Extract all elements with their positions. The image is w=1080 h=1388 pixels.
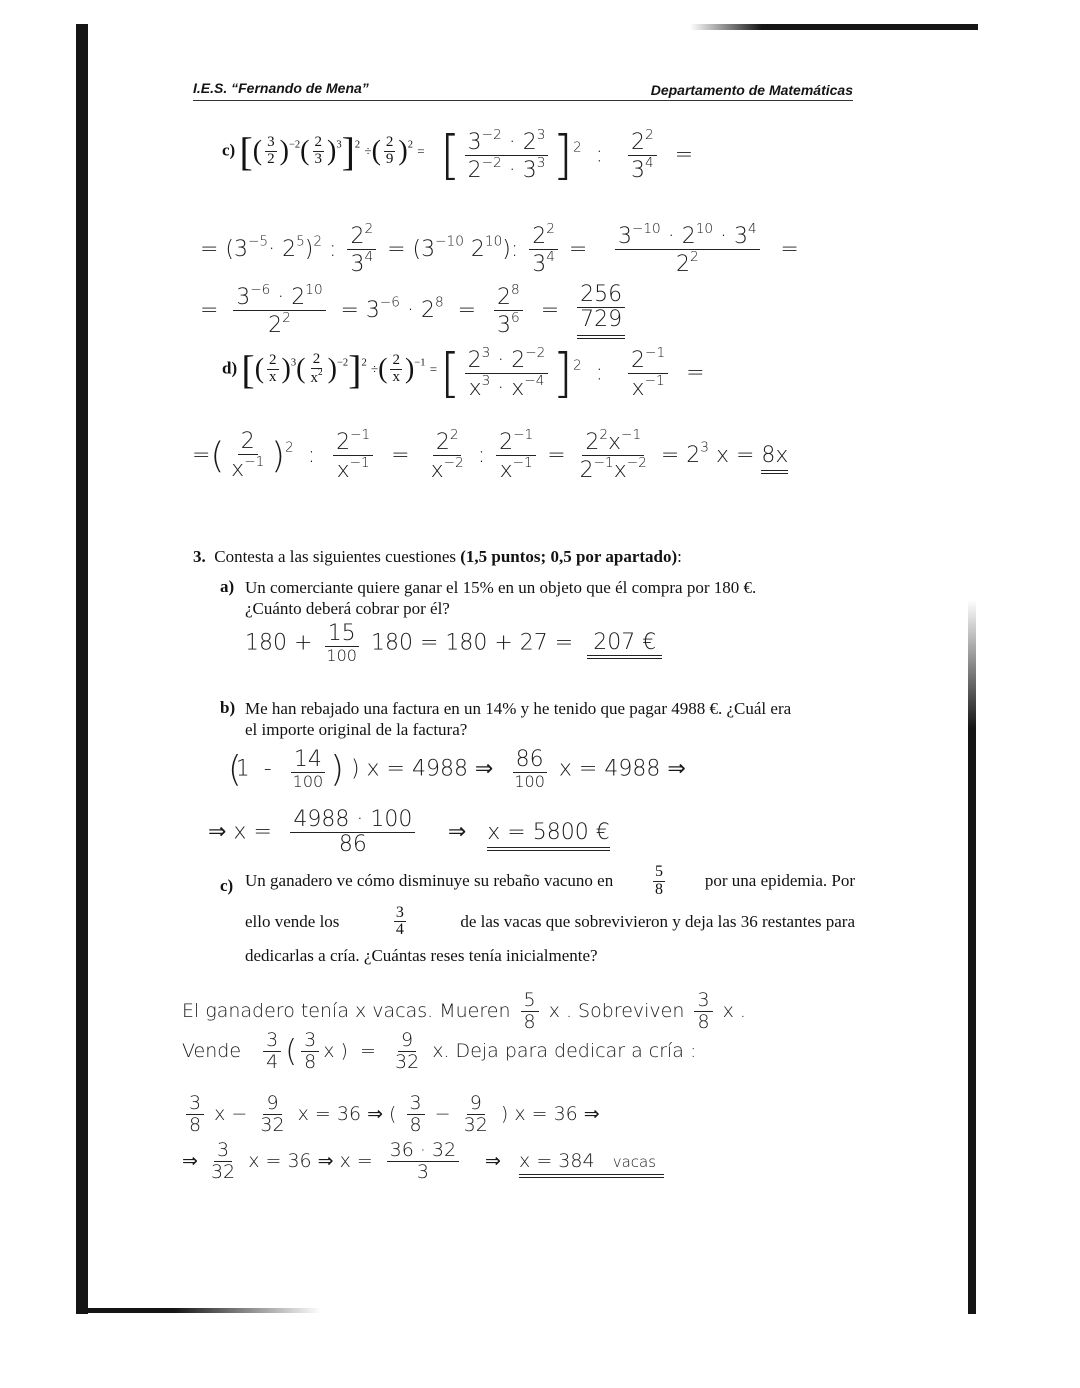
department-name: Departamento de Matemáticas xyxy=(650,82,853,98)
exercise-2c-step-3: = $\frac{3^{-6} \cdot 2^{10}}{2^2}$ = $3^{-6} \cdot 2^8$ = $\frac{2^8}{3^6}$ = $\frac{256}{729}$ xyxy=(200,283,629,339)
result-2d: 8x xyxy=(761,443,788,474)
scan-border-left xyxy=(76,24,88,1314)
result-3a: 207 € xyxy=(587,630,662,659)
exercise-2c-statement: c) [( $\frac{3}{2}$ )$^{-2}$( $\frac{2}{3}$ )$^3$]$^2$ ÷( $\frac{2}{9}$ )$^2$ = xyxy=(222,129,425,174)
exercise-2c-step-1: [ $\frac{3^{-2} \cdot 2^3}{2^{-2} \cdot 3^3}$ ]$^2$ : $\frac{2^2}{3^4}$ = xyxy=(440,125,694,186)
item-label: d) xyxy=(222,358,238,378)
solution-3b-line-2: ⇒ x = $\frac{4988 \cdot 100}{86}$ ⇒ x = 5800 € xyxy=(208,807,610,858)
solution-3a: 180 + $\frac{15}{100}$ 180 = 180 + 27 = 207 € xyxy=(245,622,662,665)
item-label: c) xyxy=(222,140,236,160)
item-label-3a: a) xyxy=(220,577,235,596)
scan-border-right xyxy=(968,600,976,1314)
question-3b: Me han rebajado una factura en un 14% y he tenido que pagar 4988 €. ¿Cuál era el importe original de la factura? xyxy=(245,699,792,739)
exercise-2d-statement: d) [( $\frac{2}{x}$ )$^3$( $\frac{2}{x^2}$ )$^{-2}$]$^2$ ÷( $\frac{2}{x}$ )$^{-1}$ = xyxy=(222,347,438,392)
question-3c: Un ganadero ve cómo disminuye su rebaño vacuno en 5 8 por una epidemia. Por ello vende los 3 4 de las vacas que sobrevivieron y deja las 36 restantes para dedicarlas a cría. ¿Cuántas reses tenía inicialmente? xyxy=(245,863,855,966)
solution-3c-line-3: $\frac{3}{8}$ x − $\frac{9}{32}$ x = 36 ⇒ ( $\frac{3}{8}$ − $\frac{9}{32}$ ) x = 36 ⇒ xyxy=(182,1093,600,1136)
school-name: I.E.S. “Fernando de Mena” xyxy=(193,80,369,96)
page-header xyxy=(193,78,853,101)
scan-border-bottom xyxy=(76,1308,321,1313)
scan-border-top xyxy=(690,24,978,30)
item-label-3b: b) xyxy=(220,698,236,717)
exercise-3-heading: 3. Contesta a las siguientes cuestiones (1,5 puntos; 0,5 por apartado): xyxy=(193,547,682,566)
item-label-3c: c) xyxy=(220,876,234,895)
exercise-2c-step-2: = $(3^{-5}\cdot 2^5)^2$ : $\frac{2^2}{3^4}$ = ($3^{-10}$ $2^{10}$): $\frac{2^2}{3^4}$ = $\frac{3^{-10} \cdot 2^{10} \cdot 3^4}{2^2}$ = xyxy=(200,221,799,278)
solution-3c-line-1: El ganadero tenía x vacas. Mueren $\frac{5}{8}$ x . Sobreviven $\frac{3}{8}$ x . xyxy=(182,989,746,1033)
solution-3c-line-2: Vende $\frac{3}{4}$ ( $\frac{3}{8}$ x ) = $\frac{9}{32}$ x. Deja para dedicar a cría : xyxy=(182,1029,697,1073)
result-3b: x = 5800 € xyxy=(487,820,609,851)
solution-3b-line-1: (1 - $\frac{14}{100}$ ) ) x = 4988 ⇒ $\frac{86}{100}$ x = 4988 ⇒ xyxy=(228,747,686,792)
exercise-2d-step-2: =( $\frac{2}{x^{-1}}$ )$^2$ : $\frac{2^{-1}}{x^{-1}}$ = $\frac{2^2}{x^{-2}}$ : $\frac{2^{-1}}{x^{-1}}$ = $\frac{2^2x^{-1}}{2^{-1}x^{-2}}$ = $2^3$ x = 8x xyxy=(192,427,789,484)
solution-3c-line-4: ⇒ $\frac{3}{32}$ x = 36 ⇒ x = $\frac{36 \cdot 32}{3}$ ⇒ x = 384 vacas xyxy=(182,1140,664,1183)
question-3a: Un comerciante quiere ganar el 15% en un objeto que él compra por 180 €. ¿Cuánto deberá cobrar por él? xyxy=(245,578,757,618)
result-3c: x = 384 vacas xyxy=(519,1150,664,1178)
exercise-2d-step-1: [ $\frac{2^3 \cdot 2^{-2}}{x^3 \cdot x^{-4}}$ ]$^2$ : $\frac{2^{-1}}{x^{-1}}$ = xyxy=(440,343,705,404)
result-2c: $\frac{256}{729}$ xyxy=(577,283,625,338)
